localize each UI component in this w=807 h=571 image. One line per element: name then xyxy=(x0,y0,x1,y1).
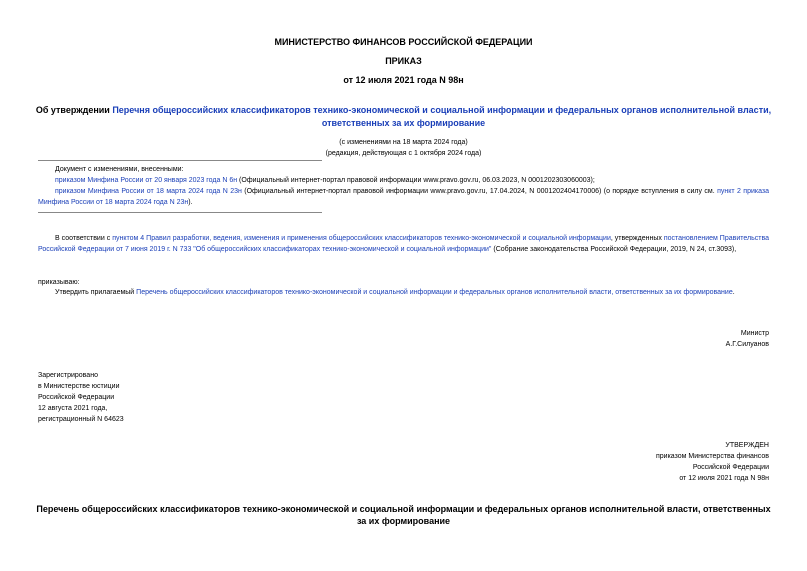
approval-line-1: УТВЕРЖДЕН xyxy=(725,442,769,449)
amendment-item-1 xyxy=(55,175,775,186)
approval-line-3: Российской Федерации xyxy=(692,464,769,471)
amendment-2-end: ). xyxy=(188,199,193,206)
registration-line-1: Зарегистрировано xyxy=(38,372,98,379)
amendment-1-text: (Официальный интернет-портал правовой информации www.pravo.gov.ru, 06.03.2023, N 0001202303060003); xyxy=(237,177,595,184)
amendment-2-link[interactable]: приказом Минфина России от 18 марта 2024 года N 23н xyxy=(55,188,242,195)
ministry-heading: МИНИСТЕРСТВО ФИНАНСОВ РОССИЙСКОЙ ФЕДЕРАЦИИ xyxy=(274,37,533,47)
signature-position: Министр xyxy=(740,330,769,337)
approval-line-2: приказом Министерства финансов xyxy=(655,453,769,460)
revision-edition: (редакция, действующая с 1 октября 2024 года) xyxy=(325,150,482,157)
body-paragraph-1 xyxy=(38,233,769,255)
list-title-line-1: Перечень общероссийских классификаторов технико-экономической и социальной информации и федеральных органов исполнительной власти, ответственных xyxy=(36,504,771,514)
amendments-bottom-rule xyxy=(38,212,322,213)
p3-end: . xyxy=(732,289,735,296)
approval-block xyxy=(656,440,769,484)
p1-mid: , утвержденных xyxy=(610,235,664,242)
title-link-line2[interactable]: ответственных за их формирование xyxy=(321,118,486,128)
registration-line-5: регистрационный N 64623 xyxy=(38,416,124,423)
amendments-top-rule xyxy=(38,160,322,161)
registration-block xyxy=(38,370,124,425)
document-date-number: от 12 июля 2021 года N 98н xyxy=(343,75,464,85)
p1-end: (Собрание законодательства Российской Федерации, 2019, N 24, ст.3093), xyxy=(491,246,737,253)
list-title xyxy=(30,503,777,527)
amendments-heading: Документ с изменениями, внесенными: xyxy=(55,166,184,173)
amendment-2-text: (Официальный интернет-портал правовой информации www.pravo.gov.ru, 17.04.2024, N 0001202404170006) (о порядке вступления в силу см. xyxy=(241,188,718,195)
amendment-2-link2[interactable]: пункт 2 приказа Минфина России от 18 марта 2024 года N 23н xyxy=(38,188,770,206)
title-link[interactable]: Перечня общероссийских классификаторов технико-экономической и социальной информации и федеральных органов исполнительной власти, xyxy=(112,105,772,115)
list-title-line-2: за их формирование xyxy=(356,516,451,526)
revision-info: (с изменениями на 18 марта 2024 года) xyxy=(339,139,468,146)
p1-link-rules[interactable]: пунктом 4 Правил разработки, ведения, изменения и применения общероссийских классификаторов технико-экономической и социальной информации xyxy=(112,235,611,242)
title-prefix: Об утверждении xyxy=(35,105,113,115)
document-type: ПРИКАЗ xyxy=(385,56,422,66)
document-title xyxy=(30,104,777,130)
approval-line-4: от 12 июля 2021 года N 98н xyxy=(679,475,769,482)
p1-start: В соответствии с xyxy=(55,235,113,242)
body-paragraph-approve xyxy=(55,287,775,298)
registration-line-3: Российской Федерации xyxy=(38,394,115,401)
amendment-1-link[interactable]: приказом Минфина России от 20 января 2023 года N 6н xyxy=(55,177,238,184)
registration-line-2: в Министерстве юстиции xyxy=(38,383,120,390)
p1-link-resolution[interactable]: постановлением Правительства Российской Федерации от 7 июня 2019 г. N 733 "Об общероссийских классификаторах технико-экономической и социальной информации" xyxy=(38,235,770,253)
order-word: приказываю: xyxy=(38,279,80,286)
amendment-item-2 xyxy=(38,186,769,208)
registration-line-4: 12 августа 2021 года, xyxy=(38,405,108,412)
p3-list-link[interactable]: Перечень общероссийских классификаторов технико-экономической и социальной информации и федеральных органов исполнительной власти, ответственных за их формирование xyxy=(136,289,733,296)
p3-start: Утвердить прилагаемый xyxy=(55,289,137,296)
signature-name: А.Г.Силуанов xyxy=(725,341,769,348)
